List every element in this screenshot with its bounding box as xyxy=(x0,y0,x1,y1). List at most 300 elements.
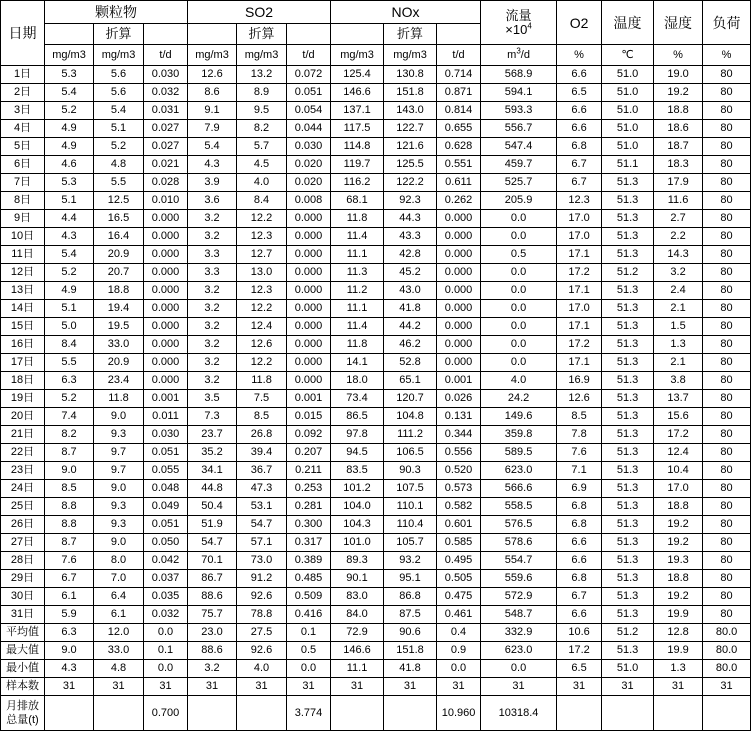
table-cell: 0.051 xyxy=(144,444,188,462)
table-cell: 104.3 xyxy=(331,516,384,534)
table-row xyxy=(1,66,751,84)
table-cell: 17.2 xyxy=(654,426,703,444)
table-cell: 0.485 xyxy=(287,570,331,588)
flow-header-line1: 流量 xyxy=(505,7,532,23)
table-cell: 0.253 xyxy=(287,480,331,498)
table-cell: 9.3 xyxy=(94,498,144,516)
table-cell: 0.000 xyxy=(287,300,331,318)
table-cell: 80 xyxy=(703,156,751,174)
table-cell: 2.7 xyxy=(654,210,703,228)
table-cell: 90.6 xyxy=(384,624,437,642)
table-cell: 11.8 xyxy=(94,390,144,408)
table-cell: 31 xyxy=(654,678,703,696)
table-cell: 80 xyxy=(703,102,751,120)
table-cell: 117.5 xyxy=(331,120,384,138)
row-label: 11日 xyxy=(1,246,45,264)
table-cell: 0.611 xyxy=(437,174,481,192)
table-cell: 15.6 xyxy=(654,408,703,426)
table-cell: 0.000 xyxy=(437,210,481,228)
particulate-blank2 xyxy=(144,24,188,45)
row-label: 7日 xyxy=(1,174,45,192)
table-cell: 80 xyxy=(703,138,751,156)
table-cell: 6.7 xyxy=(557,174,602,192)
table-cell: 73.0 xyxy=(237,552,287,570)
row-label: 1日 xyxy=(1,66,45,84)
table-cell: 19.9 xyxy=(654,642,703,660)
table-cell: 0.0 xyxy=(481,228,557,246)
row-label: 19日 xyxy=(1,390,45,408)
table-cell: 6.7 xyxy=(45,570,94,588)
table-cell: 12.2 xyxy=(237,300,287,318)
table-cell: 0.000 xyxy=(287,372,331,390)
table-cell: 16.9 xyxy=(557,372,602,390)
table-cell: 5.7 xyxy=(237,138,287,156)
table-cell: 31 xyxy=(481,678,557,696)
table-cell: 0.021 xyxy=(144,156,188,174)
table-cell: 104.8 xyxy=(384,408,437,426)
table-cell: 0.585 xyxy=(437,534,481,552)
table-cell: 17.2 xyxy=(557,642,602,660)
table-cell: 17.0 xyxy=(557,300,602,318)
table-cell: 51.3 xyxy=(602,300,654,318)
table-cell: 3.2 xyxy=(188,282,237,300)
row-label: 3日 xyxy=(1,102,45,120)
table-row xyxy=(1,138,751,156)
unit-so2-converted-mg: mg/m3 xyxy=(237,45,287,66)
table-cell: 45.2 xyxy=(384,264,437,282)
table-cell: 0.0 xyxy=(481,354,557,372)
table-cell: 0.9 xyxy=(437,642,481,660)
table-cell: 3.2 xyxy=(654,264,703,282)
table-row xyxy=(1,624,751,642)
so2-blank2 xyxy=(287,24,331,45)
table-cell: 3.2 xyxy=(188,336,237,354)
table-cell: 0.000 xyxy=(287,318,331,336)
table-cell: 7.8 xyxy=(557,426,602,444)
table-cell: 80 xyxy=(703,462,751,480)
temp-header: 温度 xyxy=(602,1,654,45)
table-cell: 1.3 xyxy=(654,660,703,678)
table-row xyxy=(1,588,751,606)
table-cell: 51.0 xyxy=(602,66,654,84)
table-cell: 80 xyxy=(703,246,751,264)
table-cell: 14.1 xyxy=(331,354,384,372)
table-cell: 83.5 xyxy=(331,462,384,480)
table-cell: 559.6 xyxy=(481,570,557,588)
table-cell: 93.2 xyxy=(384,552,437,570)
date-header: 日期 xyxy=(1,1,45,66)
table-cell: 6.4 xyxy=(94,588,144,606)
table-cell: 7.4 xyxy=(45,408,94,426)
table-cell: 120.7 xyxy=(384,390,437,408)
table-cell: 0.000 xyxy=(287,264,331,282)
table-cell: 5.5 xyxy=(94,174,144,192)
table-cell: 27.5 xyxy=(237,624,287,642)
table-cell: 24.2 xyxy=(481,390,557,408)
row-label: 13日 xyxy=(1,282,45,300)
table-cell: 51.0 xyxy=(602,120,654,138)
table-cell: 46.2 xyxy=(384,336,437,354)
row-label: 18日 xyxy=(1,372,45,390)
table-cell: 0.000 xyxy=(144,336,188,354)
table-cell: 17.1 xyxy=(557,354,602,372)
table-cell: 0.509 xyxy=(287,588,331,606)
table-cell: 19.2 xyxy=(654,588,703,606)
table-cell: 31 xyxy=(703,678,751,696)
table-cell: 31 xyxy=(437,678,481,696)
table-row xyxy=(1,606,751,624)
unit-flow-exponent: 3 xyxy=(516,46,521,56)
table-cell: 51.2 xyxy=(602,264,654,282)
table-cell: 0.001 xyxy=(437,372,481,390)
table-cell: 0.035 xyxy=(144,588,188,606)
table-cell: 4.9 xyxy=(45,120,94,138)
table-cell: 4.0 xyxy=(237,660,287,678)
table-cell: 5.2 xyxy=(45,102,94,120)
row-label: 27日 xyxy=(1,534,45,552)
row-label: 29日 xyxy=(1,570,45,588)
table-cell: 13.7 xyxy=(654,390,703,408)
table-cell: 0.000 xyxy=(287,228,331,246)
row-label: 2日 xyxy=(1,84,45,102)
table-cell: 9.3 xyxy=(94,426,144,444)
table-cell: 5.0 xyxy=(45,318,94,336)
unit-so2-td: t/d xyxy=(287,45,331,66)
table-cell: 554.7 xyxy=(481,552,557,570)
table-cell: 31 xyxy=(384,678,437,696)
table-cell: 623.0 xyxy=(481,642,557,660)
unit-nox-converted-mg: mg/m3 xyxy=(384,45,437,66)
table-cell: 589.5 xyxy=(481,444,557,462)
table-cell: 0.015 xyxy=(287,408,331,426)
table-row xyxy=(1,678,751,696)
table-cell: 51.3 xyxy=(602,336,654,354)
table-cell: 1.3 xyxy=(654,336,703,354)
table-cell: 20.9 xyxy=(94,354,144,372)
table-cell: 80 xyxy=(703,174,751,192)
table-cell: 0.020 xyxy=(287,174,331,192)
table-cell: 0.000 xyxy=(437,336,481,354)
particulate-converted-header: 折算 xyxy=(94,24,144,45)
table-cell: 6.7 xyxy=(557,588,602,606)
table-cell: 86.5 xyxy=(331,408,384,426)
table-cell: 0.0 xyxy=(144,624,188,642)
table-cell: 359.8 xyxy=(481,426,557,444)
table-cell: 0.5 xyxy=(481,246,557,264)
table-cell: 31 xyxy=(331,678,384,696)
table-cell: 0.051 xyxy=(144,516,188,534)
table-cell: 9.0 xyxy=(94,534,144,552)
table-cell: 80 xyxy=(703,426,751,444)
table-cell: 0.344 xyxy=(437,426,481,444)
table-cell: 17.2 xyxy=(557,336,602,354)
table-cell: 51.3 xyxy=(602,282,654,300)
table-cell: 0.628 xyxy=(437,138,481,156)
row-label: 30日 xyxy=(1,588,45,606)
table-row xyxy=(1,534,751,552)
table-cell: 7.5 xyxy=(237,390,287,408)
table-cell: 110.4 xyxy=(384,516,437,534)
table-cell: 0.026 xyxy=(437,390,481,408)
table-cell: 13.0 xyxy=(237,264,287,282)
table-cell: 51.3 xyxy=(602,516,654,534)
table-cell: 594.1 xyxy=(481,84,557,102)
table-cell: 3.9 xyxy=(188,174,237,192)
table-cell: 52.8 xyxy=(384,354,437,372)
table-cell: 8.9 xyxy=(237,84,287,102)
table-row xyxy=(1,660,751,678)
table-cell: 6.8 xyxy=(557,138,602,156)
table-cell: 4.9 xyxy=(45,282,94,300)
row-label: 最大值 xyxy=(1,642,45,660)
row-label: 15日 xyxy=(1,318,45,336)
table-cell: 44.3 xyxy=(384,210,437,228)
totals-section xyxy=(1,696,751,731)
table-cell: 86.8 xyxy=(384,588,437,606)
unit-humidity: % xyxy=(654,45,703,66)
table-cell: 114.8 xyxy=(331,138,384,156)
table-cell: 31 xyxy=(45,678,94,696)
table-cell: 6.1 xyxy=(94,606,144,624)
table-cell: 0.300 xyxy=(287,516,331,534)
totals-row xyxy=(1,696,751,731)
table-cell: 11.4 xyxy=(331,228,384,246)
row-label: 12日 xyxy=(1,264,45,282)
table-cell: 0.000 xyxy=(144,300,188,318)
table-cell: 12.3 xyxy=(237,228,287,246)
row-label: 25日 xyxy=(1,498,45,516)
table-cell: 80 xyxy=(703,336,751,354)
table-cell: 51.1 xyxy=(602,156,654,174)
table-cell: 51.3 xyxy=(602,174,654,192)
table-cell: 0.072 xyxy=(287,66,331,84)
table-cell: 31 xyxy=(237,678,287,696)
flow-header-line2: ×10 xyxy=(505,21,528,37)
table-cell xyxy=(384,696,437,731)
table-cell: 17.0 xyxy=(557,210,602,228)
table-cell: 80 xyxy=(703,408,751,426)
table-cell: 0.032 xyxy=(144,606,188,624)
table-row xyxy=(1,498,751,516)
table-cell: 16.4 xyxy=(94,228,144,246)
row-label: 平均值 xyxy=(1,624,45,642)
table-cell: 121.6 xyxy=(384,138,437,156)
table-cell: 6.5 xyxy=(557,660,602,678)
table-cell: 3.3 xyxy=(188,246,237,264)
table-cell: 12.6 xyxy=(237,336,287,354)
table-cell: 53.1 xyxy=(237,498,287,516)
table-cell: 151.8 xyxy=(384,84,437,102)
table-cell: 51.3 xyxy=(602,318,654,336)
unit-nox-td: t/d xyxy=(437,45,481,66)
table-row xyxy=(1,408,751,426)
table-cell: 26.8 xyxy=(237,426,287,444)
table-cell: 11.1 xyxy=(331,300,384,318)
table-cell: 3.6 xyxy=(188,192,237,210)
table-cell: 105.7 xyxy=(384,534,437,552)
total-flow: 10318.4 xyxy=(481,696,557,731)
table-cell: 11.8 xyxy=(237,372,287,390)
unit-nox-mg: mg/m3 xyxy=(331,45,384,66)
row-label: 20日 xyxy=(1,408,45,426)
table-cell: 146.6 xyxy=(331,84,384,102)
table-cell: 51.2 xyxy=(602,624,654,642)
table-cell: 0.262 xyxy=(437,192,481,210)
table-cell: 0.000 xyxy=(437,228,481,246)
table-cell: 51.3 xyxy=(602,246,654,264)
table-cell: 143.0 xyxy=(384,102,437,120)
table-cell: 51.3 xyxy=(602,534,654,552)
table-cell: 0.601 xyxy=(437,516,481,534)
table-cell: 17.0 xyxy=(557,228,602,246)
table-cell: 0.000 xyxy=(287,246,331,264)
table-cell: 0.582 xyxy=(437,498,481,516)
table-cell: 11.3 xyxy=(331,264,384,282)
table-cell: 116.2 xyxy=(331,174,384,192)
table-cell: 8.8 xyxy=(45,498,94,516)
table-cell xyxy=(331,696,384,731)
table-cell: 3.8 xyxy=(654,372,703,390)
table-row xyxy=(1,156,751,174)
table-cell: 11.8 xyxy=(331,336,384,354)
table-cell: 0.000 xyxy=(437,264,481,282)
table-cell: 0.000 xyxy=(144,264,188,282)
table-row xyxy=(1,102,751,120)
table-cell: 572.9 xyxy=(481,588,557,606)
table-cell: 90.1 xyxy=(331,570,384,588)
table-cell: 12.2 xyxy=(237,354,287,372)
table-cell: 566.6 xyxy=(481,480,557,498)
unit-flow-post: /d xyxy=(520,49,530,61)
table-cell: 19.3 xyxy=(654,552,703,570)
table-cell: 0.030 xyxy=(144,66,188,84)
table-row xyxy=(1,210,751,228)
table-cell: 31 xyxy=(557,678,602,696)
table-cell: 5.4 xyxy=(94,102,144,120)
table-cell: 8.7 xyxy=(45,534,94,552)
table-row xyxy=(1,228,751,246)
o2-header: O2 xyxy=(557,1,602,45)
table-cell: 5.4 xyxy=(188,138,237,156)
table-cell: 80 xyxy=(703,210,751,228)
table-cell: 6.1 xyxy=(45,588,94,606)
table-cell: 623.0 xyxy=(481,462,557,480)
table-cell: 78.8 xyxy=(237,606,287,624)
table-cell: 5.4 xyxy=(45,246,94,264)
table-cell: 51.0 xyxy=(602,660,654,678)
table-cell: 23.0 xyxy=(188,624,237,642)
table-cell: 54.7 xyxy=(188,534,237,552)
table-cell: 80 xyxy=(703,228,751,246)
table-cell: 0.054 xyxy=(287,102,331,120)
table-cell: 5.3 xyxy=(45,174,94,192)
table-cell: 125.4 xyxy=(331,66,384,84)
table-cell: 2.4 xyxy=(654,282,703,300)
table-cell: 41.8 xyxy=(384,660,437,678)
table-cell: 86.7 xyxy=(188,570,237,588)
table-cell: 111.2 xyxy=(384,426,437,444)
table-cell: 0.030 xyxy=(287,138,331,156)
table-cell: 205.9 xyxy=(481,192,557,210)
row-label: 6日 xyxy=(1,156,45,174)
table-cell: 0.092 xyxy=(287,426,331,444)
table-cell xyxy=(188,696,237,731)
table-cell: 0.028 xyxy=(144,174,188,192)
table-cell: 42.8 xyxy=(384,246,437,264)
table-cell: 51.3 xyxy=(602,426,654,444)
table-cell: 107.5 xyxy=(384,480,437,498)
table-cell: 12.3 xyxy=(557,192,602,210)
table-cell: 137.1 xyxy=(331,102,384,120)
table-cell: 33.0 xyxy=(94,642,144,660)
table-cell: 3.2 xyxy=(188,318,237,336)
table-cell: 80 xyxy=(703,390,751,408)
table-cell: 0.000 xyxy=(437,246,481,264)
table-cell: 0.027 xyxy=(144,138,188,156)
unit-particulate-converted-mg: mg/m3 xyxy=(94,45,144,66)
table-row xyxy=(1,282,751,300)
unit-flow xyxy=(481,45,557,66)
table-cell: 80 xyxy=(703,318,751,336)
table-cell: 0.020 xyxy=(287,156,331,174)
table-cell: 11.4 xyxy=(331,318,384,336)
table-cell: 80 xyxy=(703,444,751,462)
table-cell: 125.5 xyxy=(384,156,437,174)
table-cell: 80 xyxy=(703,66,751,84)
table-cell: 12.2 xyxy=(237,210,287,228)
table-cell: 12.4 xyxy=(654,444,703,462)
table-cell: 0.048 xyxy=(144,480,188,498)
table-cell: 0.0 xyxy=(481,300,557,318)
table-cell: 0.031 xyxy=(144,102,188,120)
table-cell: 11.1 xyxy=(331,246,384,264)
table-cell: 19.2 xyxy=(654,516,703,534)
table-cell: 12.5 xyxy=(94,192,144,210)
table-cell: 8.7 xyxy=(45,444,94,462)
table-cell: 0.037 xyxy=(144,570,188,588)
so2-header: SO2 xyxy=(188,1,331,24)
table-cell: 12.0 xyxy=(94,624,144,642)
table-cell: 8.2 xyxy=(45,426,94,444)
table-cell: 92.3 xyxy=(384,192,437,210)
table-cell: 0.000 xyxy=(287,210,331,228)
table-cell: 94.5 xyxy=(331,444,384,462)
table-cell: 7.9 xyxy=(188,120,237,138)
table-cell: 6.8 xyxy=(557,516,602,534)
table-cell: 0.0 xyxy=(437,660,481,678)
row-label: 23日 xyxy=(1,462,45,480)
table-cell: 51.3 xyxy=(602,354,654,372)
table-cell: 51.3 xyxy=(602,192,654,210)
table-cell: 39.4 xyxy=(237,444,287,462)
table-row xyxy=(1,426,751,444)
table-cell: 0.0 xyxy=(481,264,557,282)
table-cell: 6.3 xyxy=(45,372,94,390)
table-cell: 75.7 xyxy=(188,606,237,624)
totals-label xyxy=(1,696,45,731)
load-header: 负荷 xyxy=(703,1,751,45)
table-cell: 12.7 xyxy=(237,246,287,264)
table-body xyxy=(1,66,751,696)
table-cell: 0.5 xyxy=(287,642,331,660)
table-cell: 101.2 xyxy=(331,480,384,498)
table-cell: 95.1 xyxy=(384,570,437,588)
table-cell: 7.3 xyxy=(188,408,237,426)
table-cell: 0.0 xyxy=(481,660,557,678)
table-cell: 556.7 xyxy=(481,120,557,138)
table-cell: 9.7 xyxy=(94,462,144,480)
table-cell xyxy=(45,696,94,731)
